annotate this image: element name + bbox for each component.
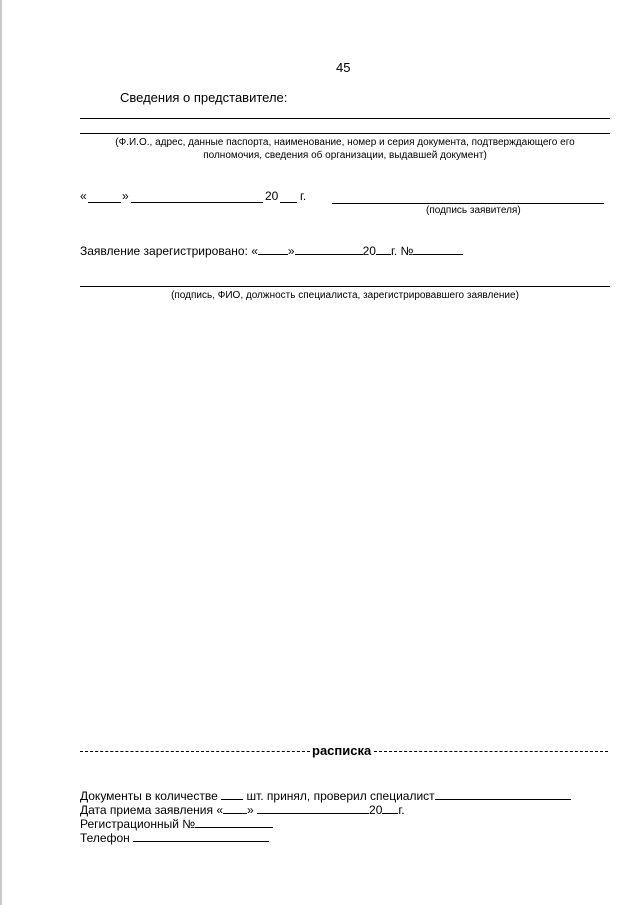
representative-section-title: Сведения о представителе: xyxy=(120,90,288,105)
receipt-separator-right xyxy=(374,751,608,752)
representative-field-line-2 xyxy=(80,133,610,134)
receipt-date-label: Дата приема заявления « xyxy=(80,803,223,817)
applicant-signature-caption: (подпись заявителя) xyxy=(426,205,521,216)
date-quote-close: » xyxy=(122,189,129,203)
documents-count-field xyxy=(221,788,243,800)
receipt-documents-line xyxy=(80,788,571,803)
specialist-signature-line xyxy=(80,286,610,287)
registration-number-field xyxy=(413,243,463,255)
date-quote-open: « xyxy=(80,189,87,203)
date-year-field xyxy=(280,202,297,203)
registration-year-prefix: 20 xyxy=(362,244,376,258)
registration-day-field xyxy=(258,243,288,255)
scan-edge xyxy=(0,0,2,905)
receipt-phone-line xyxy=(80,830,269,845)
specialist-caption: (подпись, ФИО, должность специалиста, зарегистрировавшего заявление) xyxy=(171,290,519,301)
representative-caption-line-1: (Ф.И.О., адрес, данные паспорта, наименование, номер и серия документа, подтверждающего его xyxy=(115,137,575,148)
registration-month-field xyxy=(295,243,363,255)
receipt-year-field xyxy=(382,802,398,814)
registration-quote-close: » xyxy=(287,244,295,258)
date-year-suffix: г. xyxy=(300,189,307,203)
receipt-separator-left xyxy=(80,751,310,752)
representative-field-line-1 xyxy=(80,118,610,119)
applicant-signature-field xyxy=(332,203,604,204)
reg-number-field xyxy=(195,816,273,828)
registration-label: Заявление зарегистрировано: « xyxy=(80,244,258,258)
registration-row xyxy=(80,243,463,258)
registration-year-field xyxy=(376,243,391,255)
specialist-name-field xyxy=(435,788,571,800)
date-year-prefix: 20 xyxy=(265,189,279,203)
phone-field xyxy=(133,830,269,842)
representative-caption-line-2: полномочия, сведения об организации, выдавшей документ) xyxy=(203,150,487,161)
date-day-field xyxy=(88,202,121,203)
receipt-year-prefix: 20 xyxy=(369,803,383,817)
receipt-title: расписка xyxy=(312,743,372,758)
page-number: 45 xyxy=(336,60,351,75)
documents-prefix: Документы в количестве xyxy=(80,789,218,803)
receipt-year-suffix: г. xyxy=(398,803,405,817)
phone-label: Телефон xyxy=(80,831,130,845)
receipt-reg-number-line xyxy=(80,816,273,831)
registration-year-suffix: г. № xyxy=(390,244,414,258)
documents-middle: шт. принял, проверил специалист xyxy=(246,789,435,803)
date-month-field xyxy=(131,202,263,203)
receipt-month-field xyxy=(257,802,369,814)
receipt-day-field xyxy=(223,802,247,814)
receipt-date-line xyxy=(80,802,405,817)
reg-number-label: Регистрационный № xyxy=(80,817,196,831)
receipt-date-close: » xyxy=(247,803,254,817)
